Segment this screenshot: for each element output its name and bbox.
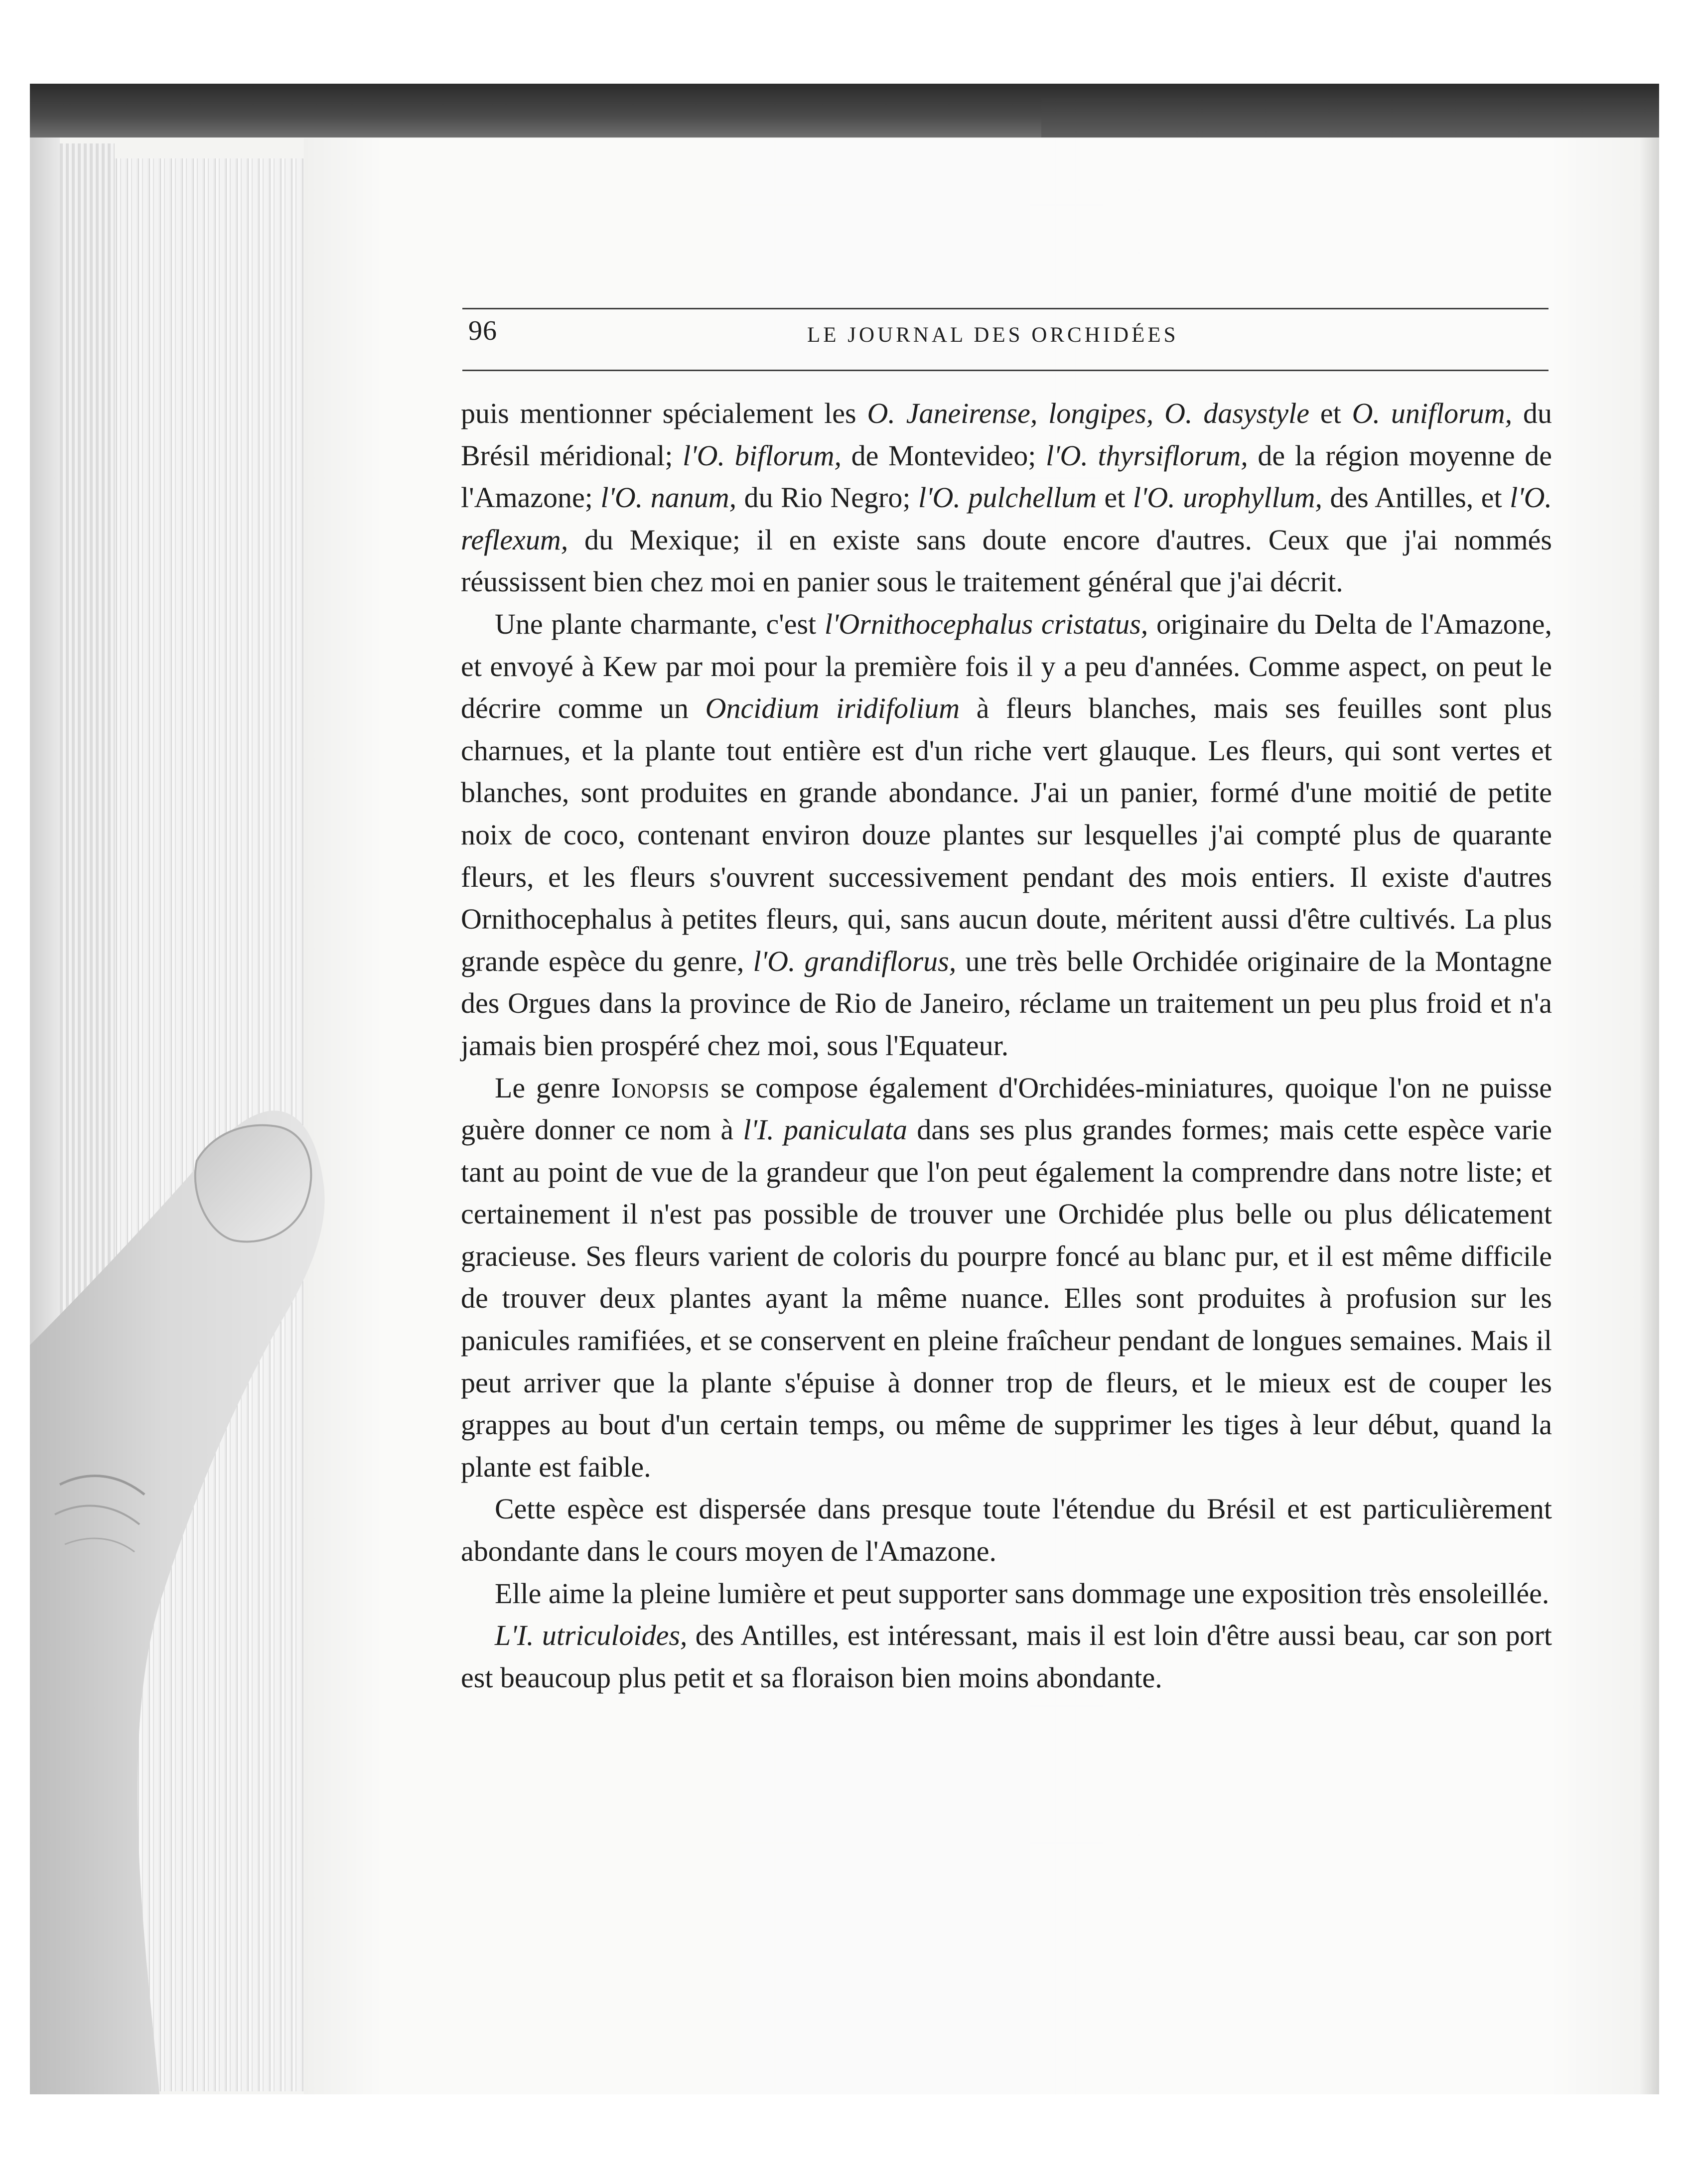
header-rule-top — [462, 308, 1549, 309]
page-gutter-shadow — [1639, 137, 1659, 2094]
species-name: l'O. pulchellum — [918, 481, 1097, 514]
species-name: l'O. reflexum, — [461, 481, 1552, 556]
header-rule-bottom — [462, 370, 1549, 371]
species-name: l'O. biflorum, — [683, 439, 842, 472]
paragraph — [461, 393, 1552, 603]
text-run: Cette espèce est dispersée dans presque toute l'étendue du Brésil et est particulièrement abondante dans le cours moyen de l'Amazone. — [461, 1493, 1552, 1568]
paragraph — [461, 603, 1552, 1067]
backdrop-shadow-right — [1041, 98, 1659, 137]
text-run: et — [1309, 397, 1352, 429]
text-run: Une plante charmante, c'est — [495, 607, 825, 640]
book-cover-edge — [60, 143, 115, 2086]
species-name: O. Janeirense, longipes, O. dasystyle — [867, 397, 1309, 429]
text-run: et — [1097, 481, 1133, 514]
page-stack-edges — [115, 158, 304, 2091]
species-name: l'O. nanum, — [600, 481, 737, 514]
body-text — [461, 393, 1552, 1699]
species-name: O. uniflorum, — [1352, 397, 1513, 429]
species-name: l'O. urophyllum, — [1132, 481, 1323, 514]
paragraph — [461, 1573, 1552, 1615]
text-run: se compose également d'Orchidées-miniatures, quoique l'on ne puisse guère donner ce nom à — [461, 1071, 1552, 1146]
running-head: LE JOURNAL DES ORCHIDÉES — [807, 323, 1179, 347]
text-run: Elle aime la pleine lumière et peut supporter sans dommage une exposition très ensoleillée. — [495, 1577, 1549, 1610]
species-name: Oncidium iridifolium — [705, 692, 960, 725]
species-name: L'I. utriculoides, — [495, 1619, 688, 1652]
species-name: l'O. grandiflorus, — [753, 945, 957, 977]
text-run: originaire du Delta de l'Amazone, et envoyé à Kew par moi pour la première fois il y a peu d'années. Comme aspect, on peut le décrire comme un — [461, 607, 1552, 725]
genus-name: Ionopsis — [611, 1071, 710, 1104]
text-run: à fleurs blanches, mais ses feuilles sont plus charnues, et la plante tout entière est d'un riche vert glauque. Les fleurs, qui sont vertes et blanches, sont produites en grande abondance. J'ai un panier, formé d'une moitié de petite noix de coco, contenant environ douze plantes sur lesquelles j'ai compté plus de quarante fleurs, et les fleurs s'ouvrent successivement pendant des mois entiers. Il existe d'autres Ornithocephalus à petites fleurs, qui, sans aucun doute, méritent aussi d'être cultivés. La plus grande espèce du genre, — [461, 692, 1552, 977]
paragraph — [461, 1615, 1552, 1699]
text-run: puis mentionner spécialement les — [461, 397, 867, 429]
text-run: du Rio Negro; — [736, 481, 918, 514]
text-run: des Antilles, et — [1322, 481, 1510, 514]
text-run: Le genre — [495, 1071, 611, 1104]
book-binding — [30, 137, 60, 1433]
paragraph — [461, 1067, 1552, 1489]
page-number: 96 — [468, 315, 497, 346]
text-run: de la région moyenne de l'Amazone; — [461, 439, 1552, 514]
species-name: l'O. thyrsiflorum, — [1045, 439, 1248, 472]
text-run: une très belle Orchidée originaire de la Montagne des Orgues dans la province de Rio de Janeiro, réclame un traitement un peu plus froid et n'a jamais bien prospéré chez moi, sous l'Equateur. — [461, 945, 1552, 1062]
text-run: du Brésil méridional; — [461, 397, 1552, 472]
text-run: du Mexique; il en existe sans doute encore d'autres. Ceux que j'ai nommés réussissent bien chez moi en panier sous le traitement général que j'ai décrit. — [461, 523, 1552, 598]
species-name: l'I. paniculata — [743, 1113, 908, 1146]
text-run: des Antilles, est intéressant, mais il est loin d'être aussi beau, car son port est beaucoup plus petit et sa floraison bien moins abondante. — [461, 1619, 1552, 1694]
paragraph — [461, 1488, 1552, 1572]
text-run: dans ses plus grandes formes; mais cette espèce varie tant au point de vue de la grandeur que l'on peut également la comprendre dans notre liste; et certainement il n'est pas possible de trouver une Orchidée plus belle ou plus délicatement gracieuse. Ses fleurs varient de coloris du pourpre foncé au blanc pur, et il est même difficile de trouver deux plantes ayant la même nuance. Elles sont produites à profusion sur les panicules ramifiées, et se conservent en pleine fraîcheur pendant de longues semaines. Mais il peut arriver que la plante s'épuise à donner trop de fleurs, et le mieux est de couper les grappes au bout d'un certain temps, ou même de supprimer les tiges à leur début, quand la plante est faible. — [461, 1113, 1552, 1483]
species-name: l'Ornithocephalus cristatus, — [824, 607, 1148, 640]
text-run: de Montevideo; — [841, 439, 1046, 472]
